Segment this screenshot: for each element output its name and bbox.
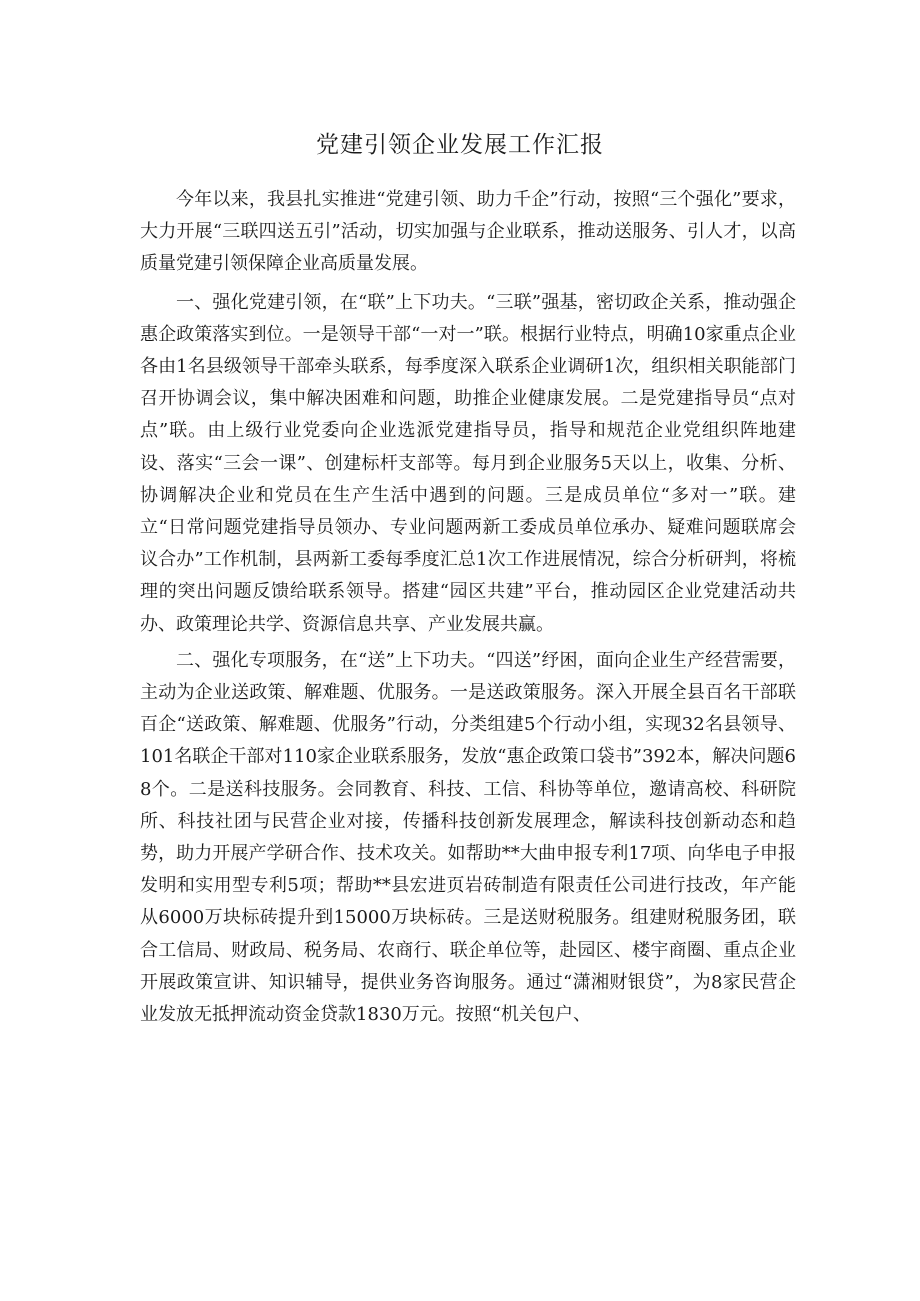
paragraph-intro: 今年以来，我县扎实推进“党建引领、助力千企”行动，按照“三个强化”要求，大力开展“三联四送五引”活动，切实加强与企业联系，推动送服务、引人才，以高质量党建引领保障企业高质量发展。: [140, 189, 796, 275]
paragraph-section-2: 二、强化专项服务，在“送”上下功夫。“四送”纾困，面向企业生产经营需要，主动为企业送政策、解难题、优服务。一是送政策服务。深入开展全县百名干部联百企“送政策、解难题、优服务”行动，分类组建5个行动小组，实现32名县领导、101名联企干部对110家企业联系服务，发放“惠企政策口袋书”392本，解决问题68个。二是送科技服务。会同教育、科技、工信、科协等单位，邀请高校、科研院所、科技社团与民营企业对接，传播科技创新发展理念，解读科技创新动态和趋势，助力开展产学研合作、技术攻关。如帮助**大曲申报专利17项、向华电子申报发明和实用型专利5项；帮助**县宏进页岩砖制造有限责任公司进行技改，年产能从6000万块标砖提升到15000万块标砖。三是送财税服务。组建财税服务团，联合工信局、财政局、税务局、农商行、联企单位等，赴园区、楼宇商圈、重点企业开展政策宣讲、知识辅导，提供业务咨询服务。通过“潇湘财银贷”，为8家民营企业发放无抵押流动资金贷款1830万元。按照“机关包户、: [140, 649, 796, 1026]
paragraph-section-1: 一、强化党建引领，在“联”上下功夫。“三联”强基，密切政企关系，推动强企惠企政策落实到位。一是领导干部“一对一”联。根据行业特点，明确10家重点企业各由1名县级领导干部牵头联系，每季度深入联系企业调研1次，组织相关职能部门召开协调会议，集中解决困难和问题，助推企业健康发展。二是党建指导员“点对点”联。由上级行业党委向企业选派党建指导员，指导和规范企业党组织阵地建设、落实“三会一课”、创建标杆支部等。每月到企业服务5天以上，收集、分析、协调解决企业和党员在生产生活中遇到的问题。三是成员单位“多对一”联。建立“日常问题党建指导员领办、专业问题两新工委成员单位承办、疑难问题联席会议合办”工作机制，县两新工委每季度汇总1次工作进展情况，综合分析研判，将梳理的突出问题反馈给联系领导。搭建“园区共建”平台，推动园区企业党建活动共办、政策理论共学、资源信息共享、产业发展共赢。: [140, 291, 796, 635]
document-body: [140, 184, 796, 1031]
document-title: 党建引领企业发展工作汇报: [316, 132, 604, 158]
